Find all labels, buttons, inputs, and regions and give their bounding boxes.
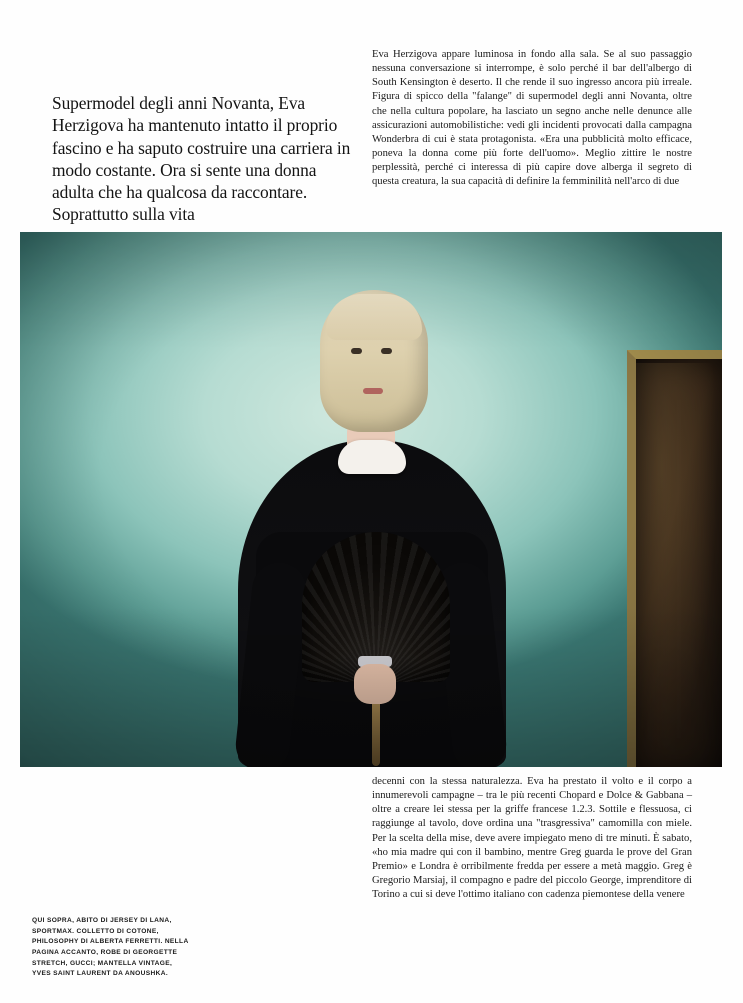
- photo-vignette: [20, 232, 722, 767]
- body-column-top-right: Eva Herzigova appare luminosa in fondo alla sala. Se al suo passaggio nessuna conversazione si interrompe, è solo perché il bar dell'albergo di South Kensington è deserto. Il che rende il suo ingresso ancora più irreale. Figura di spicco della "falange" di supermodel degli anni Novanta, oltre che nella cultura popolare, ha lasciato un segno anche nelle denunce alle assicurazioni automobilistiche: vedi gli incidenti provocati dalla campagna Wonderbra di cui è stata protagonista. «Era una pubblicità molto efficace, poneva la donna come più forte dell'uomo». Meglio zittire le nostre perplessità, perché ci interessa di più capire dove alberga il segreto di questa creatura, la sua capacità di definire la femminilità nell'arco di due: [372, 49, 692, 188]
- article-deck: Supermodel degli anni Novanta, Eva Herzigova ha mantenuto intatto il proprio fascino e ha saputo costruire una carriera in modo costante. Ora si sente una donna adulta che ha qualcosa da raccontare. Soprattutto sulla vita: [52, 93, 351, 225]
- photo-caption: QUI SOPRA, ABITO DI JERSEY DI LANA, SPORTMAX. COLLETTO DI COTONE, PHILOSOPHY DI ALBERTA FERRETTI. NELLA PAGINA ACCANTO, ROBE DI GEORGETTE STRETCH, GUCCI; MANTELLA VINTAGE, YVES SAINT LAURENT DA ANOUSHKA.: [32, 917, 189, 978]
- article-photo: [20, 232, 722, 767]
- body-column-bottom-right: decenni con la stessa naturalezza. Eva ha prestato il volto e il corpo a innumerevoli campagne – tra le più recenti Chopard e Dolce & Gabbana – oltre a creare lei stessa per la griffe francese 1.2.3. Sottile e flessuosa, ci raggiunge al tavolo, dove ordina una "trasgressiva" camomilla con miele. Per la scelta della mise, deve avere impiegato meno di tre minuti. È sabato, «ho mia madre qui con il bambino, mentre Greg guarda le prove del Gran Premio» e Londra è orribilmente fredda per essere a metà maggio. Greg è Gregorio Marsiaj, il compagno e padre del piccolo George, imprenditore di Torino a cui si deve l'ottimo italiano con cadenza piemontese della venere: [372, 776, 692, 901]
